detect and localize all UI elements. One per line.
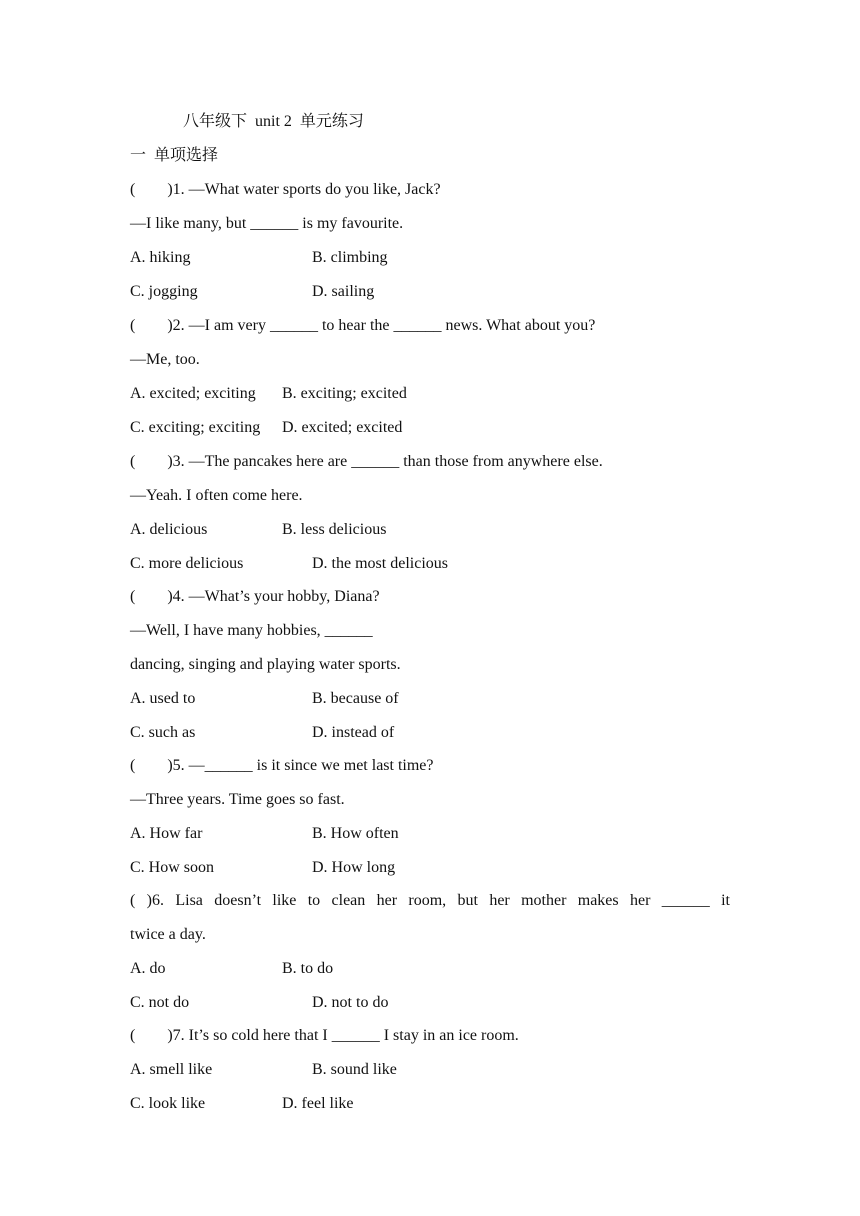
question-5-option-d: D. How long — [312, 859, 396, 876]
question-5-option-b: B. How often — [312, 825, 399, 842]
question-2-option-d: D. excited; excited — [282, 419, 403, 436]
question-1-option-c: C. jogging — [130, 283, 198, 300]
question-6-option-c: C. not do — [130, 994, 190, 1011]
question-2-line: —Me, too. — [130, 351, 200, 368]
question-5-option-a: A. How far — [130, 825, 203, 842]
question-3-option-c: C. more delicious — [130, 555, 244, 572]
question-1-line: —I like many, but ______ is my favourite. — [130, 215, 404, 232]
question-7-option-a: A. smell like — [130, 1061, 213, 1078]
page-title: 八年级下 unit 2 单元练习 — [183, 113, 364, 130]
question-3-stem: ( )3. —The pancakes here are ______ than those from anywhere else. — [130, 453, 603, 470]
question-5-option-c: C. How soon — [130, 859, 215, 876]
question-3-option-a: A. delicious — [130, 521, 208, 538]
question-6-option-b: B. to do — [282, 960, 334, 977]
question-6-stem: ( )6. Lisa doesn’t like to clean her room, but her mother makes her ______ it — [130, 892, 730, 909]
question-3-line: —Yeah. I often come here. — [130, 487, 303, 504]
question-4-option-c: C. such as — [130, 724, 196, 741]
question-1-option-b: B. climbing — [312, 249, 388, 266]
section-heading: 一 单项选择 — [130, 147, 219, 164]
question-4-option-a: A. used to — [130, 690, 196, 707]
question-6-option-d: D. not to do — [312, 994, 389, 1011]
question-6-option-a: A. do — [130, 960, 166, 977]
question-3-option-d: D. the most delicious — [312, 555, 448, 572]
question-4-option-b: B. because of — [312, 690, 399, 707]
question-7-stem: ( )7. It’s so cold here that I ______ I stay in an ice room. — [130, 1027, 519, 1044]
question-2-option-c: C. exciting; exciting — [130, 419, 261, 436]
question-2-option-a: A. excited; exciting — [130, 385, 256, 402]
question-3-option-b: B. less delicious — [282, 521, 387, 538]
question-4-option-d: D. instead of — [312, 724, 395, 741]
question-7-option-b: B. sound like — [312, 1061, 397, 1078]
question-1-stem: ( )1. —What water sports do you like, Jack? — [130, 181, 441, 198]
question-1-option-a: A. hiking — [130, 249, 191, 266]
question-6-line: twice a day. — [130, 926, 206, 943]
question-2-option-b: B. exciting; excited — [282, 385, 407, 402]
question-4-stem: ( )4. —What’s your hobby, Diana? — [130, 588, 380, 605]
question-5-stem: ( )5. —______ is it since we met last time? — [130, 757, 434, 774]
question-4-line: dancing, singing and playing water sports. — [130, 656, 401, 673]
question-2-stem: ( )2. —I am very ______ to hear the ______ news. What about you? — [130, 317, 596, 334]
question-5-line: —Three years. Time goes so fast. — [130, 791, 345, 808]
question-7-option-c: C. look like — [130, 1095, 206, 1112]
question-1-option-d: D. sailing — [312, 283, 375, 300]
question-7-option-d: D. feel like — [282, 1095, 354, 1112]
question-4-line: —Well, I have many hobbies, ______ — [130, 622, 373, 639]
